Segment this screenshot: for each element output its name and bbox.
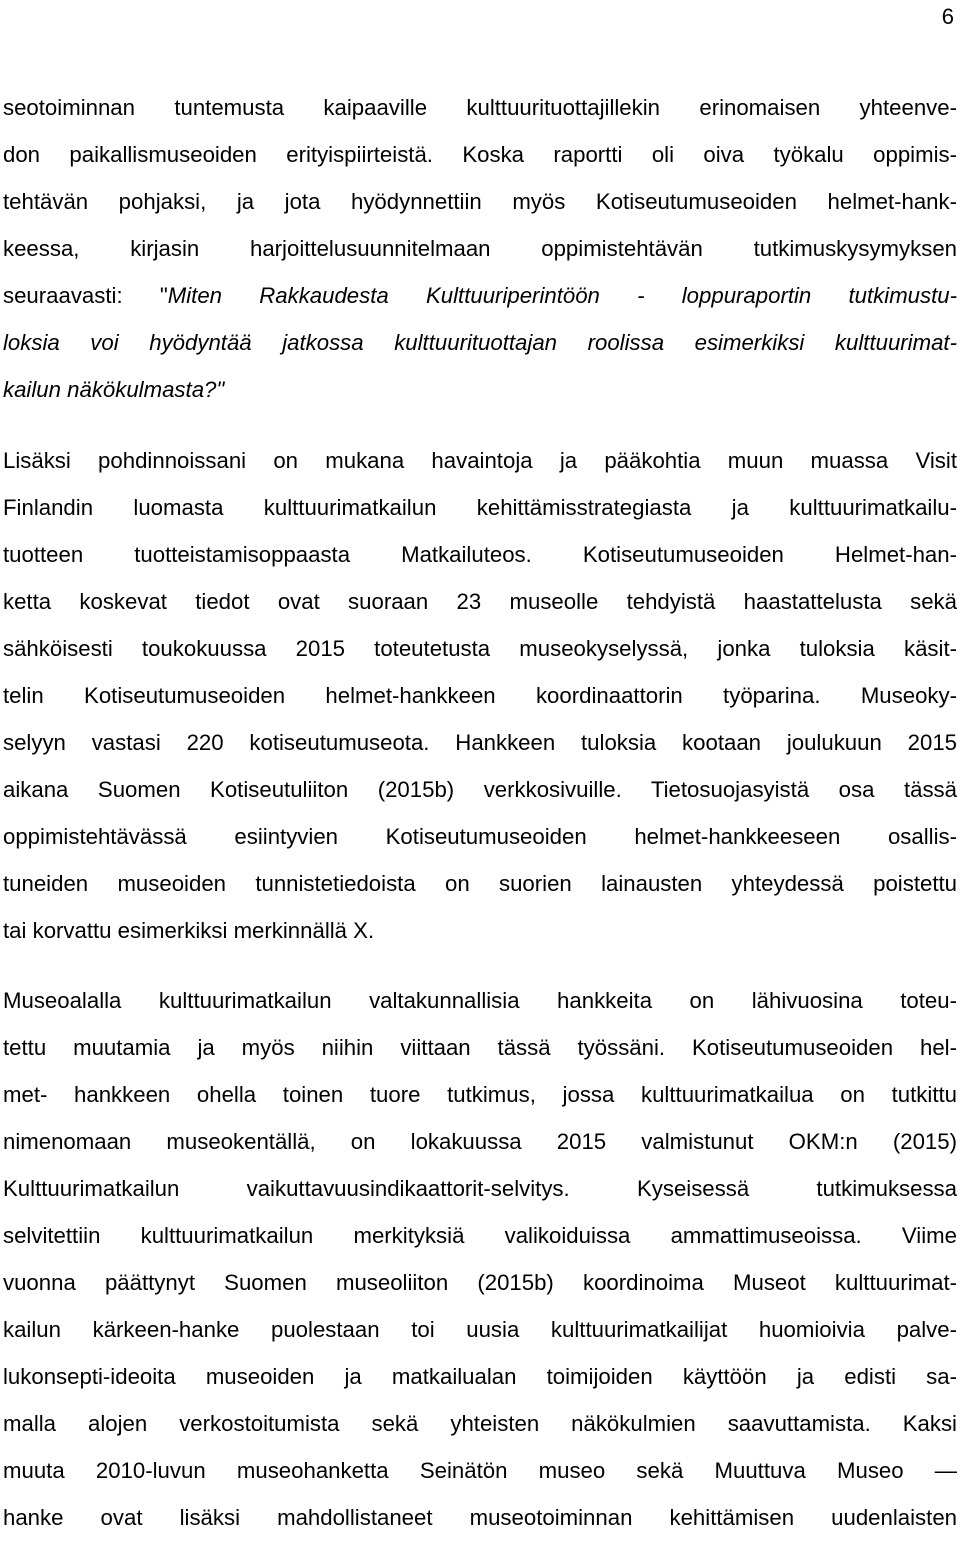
text-line: selvitettiin kulttuurimatkailun merkityksiä valikoiduissa ammattimuseoissa. Viime (3, 1223, 957, 1248)
text-line: aikana Suomen Kotiseutuliiton (2015b) verkkosivuille. Tietosuojasyistä osa tässä (3, 777, 957, 802)
research-question-line: loksia voi hyödyntää jatkossa kulttuurituottajan roolissa esimerkiksi kulttuurimat- (3, 330, 957, 355)
text-line: nimenomaan museokentällä, on lokakuussa 2015 valmistunut OKM:n (2015) (3, 1129, 957, 1154)
text-line: ketta koskevat tiedot ovat suoraan 23 museolle tehdyistä haastattelusta sekä (3, 589, 957, 614)
text-line: tuneiden museoiden tunnistetiedoista on suorien lainausten yhteydessä poistettu (3, 871, 957, 896)
text-line: seotoiminnan tuntemusta kaipaaville kulttuurituottajillekin erinomaisen yhteenve- (3, 95, 957, 120)
text-line: Lisäksi pohdinnoissani on mukana havaintoja ja pääkohtia muun muassa Visit (3, 448, 957, 473)
text-line: keessa, kirjasin harjoittelusuunnitelmaan oppimistehtävän tutkimuskysymyksen (3, 236, 957, 261)
text-line: Kulttuurimatkailun vaikuttavuusindikaattorit-selvitys. Kyseisessä tutkimuksessa (3, 1176, 957, 1201)
text-line: vuonna päättynyt Suomen museoliiton (2015b) koordinoima Museot kulttuurimat- (3, 1270, 957, 1295)
text-line: lukonsepti-ideoita museoiden ja matkailualan toimijoiden käyttöön ja edisti sa- (3, 1364, 957, 1389)
text-line: tettu muutamia ja myös niihin viittaan tässä työssäni. Kotiseutumuseoiden hel- (3, 1035, 957, 1060)
text-line: met- hankkeen ohella toinen tuore tutkimus, jossa kulttuurimatkailua on tutkittu (3, 1082, 957, 1107)
text-line: muuta 2010-luvun museohanketta Seinätön museo sekä Muuttuva Museo — (3, 1458, 957, 1483)
paragraph-3 (3, 977, 957, 1541)
paragraph-2 (3, 437, 957, 954)
paragraph-1 (3, 84, 957, 413)
research-question-line: kailun näkökulmasta?" (3, 377, 225, 402)
text-line: tuotteen tuotteistamisoppaasta Matkailuteos. Kotiseutumuseoiden Helmet-han- (3, 542, 957, 567)
text-line: don paikallismuseoiden erityispiirteistä. Koska raportti oli oiva työkalu oppimis- (3, 142, 957, 167)
text-line: malla alojen verkostoitumista sekä yhteisten näkökulmien saavuttamista. Kaksi (3, 1411, 957, 1436)
text-line: oppimistehtävässä esiintyvien Kotiseutumuseoiden helmet-hankkeeseen osallis- (3, 824, 957, 849)
text-line: hanke ovat lisäksi mahdollistaneet museotoiminnan kehittämisen uudenlaisten (3, 1505, 957, 1530)
text-line: sähköisesti toukokuussa 2015 toteutetusta museokyselyssä, jonka tuloksia käsit- (3, 636, 957, 661)
research-question-text: Miten Rakkaudesta Kulttuuriperintöön - loppuraportin tutkimustu- (167, 283, 958, 308)
text-line: telin Kotiseutumuseoiden helmet-hankkeen koordinaattorin työparina. Museoky- (3, 683, 957, 708)
text-line: selyyn vastasi 220 kotiseutumuseota. Hankkeen tuloksia kootaan joulukuun 2015 (3, 730, 957, 755)
text-line: tehtävän pohjaksi, ja jota hyödynnettiin myös Kotiseutumuseoiden helmet-hank- (3, 189, 957, 214)
text-line: Finlandin luomasta kulttuurimatkailun kehittämisstrategiasta ja kulttuurimatkailu- (3, 495, 957, 520)
page-number: 6 (941, 4, 954, 29)
text-line: tai korvattu esimerkiksi merkinnällä X. (3, 918, 375, 943)
text-line: Museoalalla kulttuurimatkailun valtakunnallisia hankkeita on lähivuosina toteu- (3, 988, 957, 1013)
text-line (3, 272, 957, 319)
text-line-plain: seuraavasti: " (3, 283, 168, 308)
text-line: kailun kärkeen-hanke puolestaan toi uusia kulttuurimatkailijat huomioivia palve- (3, 1317, 957, 1342)
